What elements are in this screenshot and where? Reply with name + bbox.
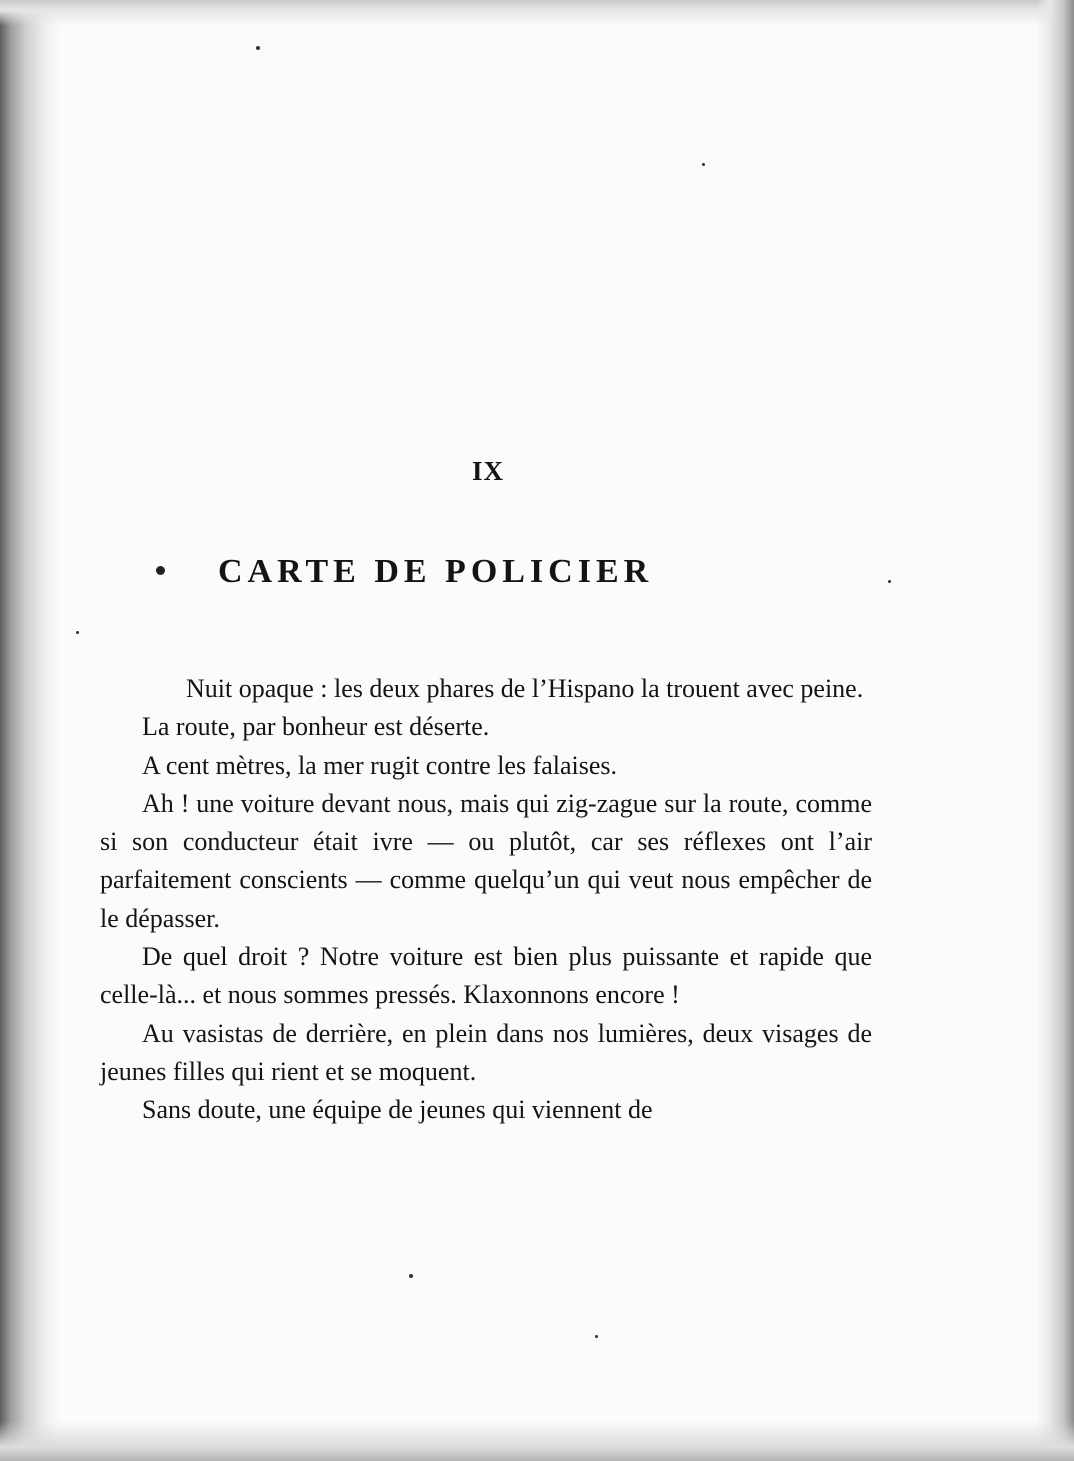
scan-speck — [76, 631, 79, 634]
paragraph: A cent mètres, la mer rugit contre les falaises. — [142, 750, 618, 780]
scan-shadow-right — [1036, 0, 1074, 1461]
scan-shadow-left — [0, 0, 60, 1461]
bullet-ornament-icon — [156, 566, 165, 575]
chapter-title: CARTE DE POLICIER — [218, 553, 654, 590]
scan-speck — [595, 1335, 598, 1338]
scan-shadow-bottom — [0, 1421, 1074, 1461]
paragraph: Nuit opaque : les deux phares de l’Hispano la trouent avec peine. — [186, 674, 864, 703]
paragraph: De quel droit ? Notre voiture est bien plus puissante et rapide que celle-là... et nous sommes pressés. Klaxonnons encore ! — [100, 942, 872, 1010]
scan-speck — [256, 46, 260, 50]
chapter-number: IX — [471, 456, 504, 486]
scan-speck — [888, 580, 891, 583]
chapter-body — [100, 670, 872, 1130]
paragraph: La route, par bonheur est déserte. — [142, 712, 490, 742]
paragraph: Ah ! une voiture devant nous, mais qui zig-zague sur la route, comme si son conducteur était ivre — ou plutôt, car ses réflexes ont l’air parfaitement conscients — comme quelqu’un qui veut nous empêcher de le dépasser. — [100, 788, 872, 933]
scan-speck — [409, 1274, 413, 1278]
paragraph: Sans doute, une équipe de jeunes qui viennent de — [142, 1095, 653, 1125]
scan-speck — [702, 163, 705, 166]
paragraph: Au vasistas de derrière, en plein dans nos lumières, deux visages de jeunes filles qui rient et se moquent. — [100, 1018, 872, 1086]
scan-shadow-top — [0, 0, 1074, 26]
